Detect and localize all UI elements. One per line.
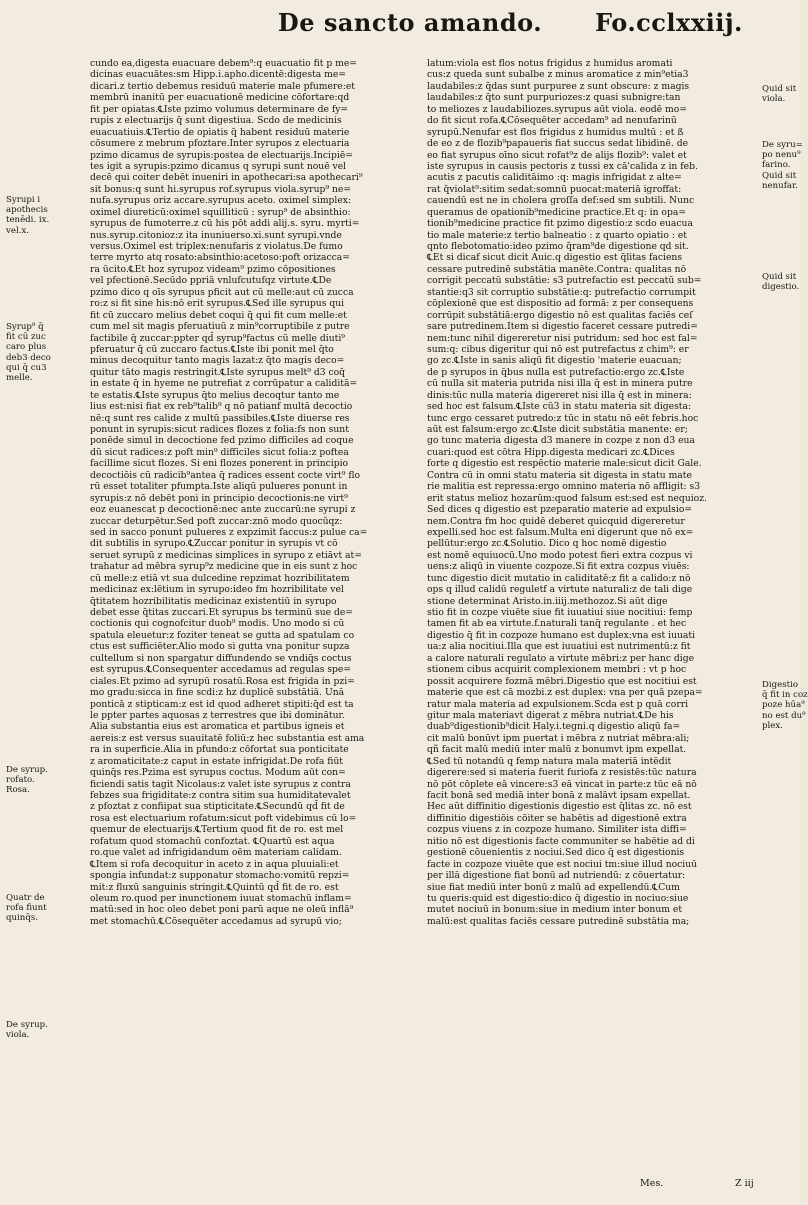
margin-note-line: viola.: [6, 1030, 30, 1041]
text-line: tio male materie:z tertio balneatio : z quarto opiatio : et: [427, 229, 687, 241]
text-line: facillime sicut flozes. Si eni flozes ponerent in principio: [90, 458, 349, 470]
text-line: aereis:z est versus suauitatē foliū:z hec substantia est ama: [90, 732, 365, 744]
text-line: ℄Sed tū notandū q femp natura mala materiā intēdit: [427, 755, 672, 767]
margin-note-line: q̄ fit in coz: [762, 690, 808, 701]
text-line: nem:tunc nihil digereretur nisi putridum: sed hoc est fal=: [427, 332, 698, 344]
text-line: syrupus de fumoterre.z cū his pōt addi alij.s. syru. myrti=: [90, 218, 360, 230]
text-line: gestionē cōuenientis z nociui.Sed dico q̄ est digestionis: [427, 847, 685, 859]
text-line: dicari.z tertio debemus residuū materie male pfumere:et: [90, 80, 355, 92]
text-line: est nomē equiuocū.Uno modo potest fieri extra cozpus vi: [427, 549, 693, 561]
text-line: materie que est cā mozbi.z est duplex: vna per quā pzepa=: [427, 687, 703, 699]
margin-note-right: [762, 140, 803, 191]
margin-note-line: De syrup.: [6, 1020, 48, 1030]
text-line: cū nulla sit materia putrida nisi illa q̄ est in minera putre: [427, 378, 693, 390]
text-line: per illā digestione fiat bonū ad nutriendū: z cōuertatur:: [427, 870, 686, 882]
text-line: possit acquirere fozmā mēbri.Digestio que est nocitiui est: [427, 675, 697, 687]
margin-note-line: rofato.: [6, 775, 35, 786]
text-line: stantie:q3 sit corruptio substātie:q: putrefactio corrumpit: [427, 286, 696, 298]
text-line: facte in cozpoze viuēte que est nociui tm:siue illud nociuū: [427, 858, 698, 870]
text-line: Sed dices q digestio est pzeparatio materie ad expulsio=: [427, 504, 693, 516]
margin-note-line: Digestio: [762, 680, 799, 690]
text-line: seruet syrupū z medicinas simplices in syrupo z etiāvt at=: [90, 549, 362, 561]
text-line: pzimo dico q oīs syrupus pficit aut cū melle:aut cū zucca: [90, 286, 354, 298]
text-line: lius est:nisi fiat ex reb⁹talib⁹ q nō patianf multā decoctio: [90, 401, 353, 413]
text-line: qnto flebotomatio:ideo pzimo q̄ram⁹de digestione qd sit.: [427, 241, 689, 252]
text-line: latum:viola est flos notus frigidus z humidus aromati: [427, 58, 673, 69]
text-line: quemur de electuarijs.℄Tertium quod fit de ro. est mel: [90, 824, 344, 836]
text-line: erit status melioz hozarūm:quod falsum est:sed est nequioz.: [427, 492, 707, 504]
text-line: dit subtilis in syrupo.℄Zuccar ponitur in syrupis vt cō: [90, 538, 338, 550]
text-line: acutis z pacutis caliditāimo :q: magis infrigidat z alte=: [427, 172, 682, 184]
margin-note-left: [6, 765, 88, 796]
folio-number: Fo.cclxxiij.: [595, 8, 743, 37]
margin-note-line: deb3 deco: [6, 352, 51, 363]
margin-note-line: Quatr de: [6, 893, 45, 903]
text-line: duab⁹digestionib⁹dicit Haly.i.tegni.q digestio aliqū fa=: [427, 721, 681, 733]
text-line: cōsumere z mebrum pfoztare.Inter syrupos z electuaria: [90, 138, 350, 150]
text-line: trahatur ad mēbra syrup⁹z medicine que in eis sunt z hoc: [90, 561, 358, 573]
text-line: digestio q̄ fit in cozpoze humano est duplex:vna est iuuati: [427, 629, 696, 641]
text-line: z pfoztat z confiipat sua stipticitate.℄Secundū qd̄ fit de: [90, 801, 345, 813]
text-line: pzimo dicamus de syrupis:postea de electuarijs.Incipiē=: [90, 149, 353, 161]
text-line: to meliozes z laudabiliozes.syrupus aūt viola. eodē mo=: [427, 103, 687, 115]
text-line: stio fit in cozpe viuēte siue fit iuuatiui siue nocitiui: femp: [427, 607, 693, 618]
text-line: z aromaticitate:z caput in estate infrigidat.De rofa fiūt: [90, 755, 343, 767]
margin-note-line: poze hūa⁹: [762, 700, 805, 711]
text-line: spongia infundat:z supponatur stomacho:vomitū repzi=: [90, 870, 350, 882]
text-line: uens:z aliqū in viuente cozpoze.Si fit extra cozpus viuēs:: [427, 561, 690, 573]
text-line: rofatum quod stomachū confoztat. ℄Quartū est aqua: [90, 835, 335, 847]
margin-note-line: melle.: [6, 373, 33, 384]
text-line: rie malitia est repressa:ergo omnino materia nō affligit: s3: [427, 481, 701, 493]
text-line: ponēde simul in decoctione fed pzimo difficiles ad coque: [90, 435, 354, 447]
margin-note-left: [6, 195, 88, 236]
margin-note-line: tenēdi. ix.: [6, 215, 50, 226]
text-line: malū:est qualitas faciēs cessare putredinē substātia ma;: [427, 915, 690, 927]
text-line: cundo ea,digesta euacuare debem⁹:q euacuatio fit p me=: [90, 58, 357, 69]
text-line: digerere:sed si materia fuerit furiofa z resistēs:tūc natura: [427, 767, 697, 779]
text-line: ficiendi satis tagit Nicolaus:z valet iste syrupus z contra: [90, 778, 351, 790]
text-line: fit per opiatas.℄Iste pzimo volumus determinare de fy=: [90, 103, 349, 115]
text-line: tunc ergo cessaret putredo:z tūc in statu nō eēt febris.hoc: [427, 412, 699, 424]
margin-note-line: caro plus: [6, 342, 47, 353]
text-line: ro.que valet ad infrigidandum oēm materiam calidam.: [90, 847, 342, 859]
text-line: debet esse q̄titas zuccari.Et syrupus bs terminū sue de=: [90, 607, 353, 618]
text-line: stionem cibus acquirit complexionem membri : vt p hoc: [427, 664, 687, 676]
margin-note-line: po nenu⁹: [762, 150, 801, 161]
page-header: [0, 0, 800, 50]
margin-note-line: Quid sit: [762, 84, 797, 94]
text-line: tu queris:quid est digestio:dico q̄ digestio in nociuo:siue: [427, 892, 689, 904]
text-line: siue fiat mediū inter bonū z malū ad expellendū.℄Cum: [427, 881, 680, 893]
text-line: terre myrto atq rosato:absinthio:acetoso:poft orizacca=: [90, 252, 350, 264]
text-line: rosa est electuarium rofatum:sicut poft videbimus cū lo=: [90, 812, 357, 824]
text-line: oximel diureticū:oximel squilliticū : syrup⁹ de absinthio:: [90, 206, 351, 218]
text-line: ua:z alia nocitiui.Illa que est iuuatiui est nutrimentū:z fit: [427, 641, 691, 653]
text-line: pellūtur:ergo zc.℄Solutio. Dico q hoc nomē digestio: [427, 538, 667, 550]
text-line: dicinas euacuātes:sm Hipp.i.apho.dicentē:digesta me=: [90, 69, 346, 81]
text-line: nē:q sunt res calide z multū passibiles.℄Iste diuerse res: [90, 412, 350, 424]
margin-note-line: Syrup⁹ q̄: [6, 322, 44, 332]
text-line: tes igit a syrupis:pzimo dicamus q syrupi sunt nouē vel: [90, 160, 347, 172]
text-line: cessare putredinē substātia manēte.Contra: qualitas nō: [427, 263, 687, 275]
margin-note-line: vel.x.: [6, 225, 29, 236]
margin-note-line: quinq̄s.: [6, 913, 38, 924]
text-line: de p syrupos in q̄bus nulla est putrefactio:ergo zc.℄Iste: [427, 366, 685, 378]
text-line: in estate q̄ in hyeme ne putrefiat z corrūpatur a caliditā=: [90, 378, 358, 390]
margin-note-line: Quid sit: [762, 272, 797, 282]
margin-note-line: digestio.: [762, 282, 800, 293]
margin-note-right: [762, 680, 808, 731]
text-line: laudabiles:z q̄to sunt purpuriozes:z quasi subnigre:tan: [427, 92, 681, 104]
text-line: medicinaz ex:lētium in syrupo:ideo fm hozribilitate vel: [90, 584, 344, 596]
text-line: ℄Item si rofa decoquitur in aceto z in aqua pluuiali:et: [90, 858, 339, 870]
text-line: nus.syrup.citonioz:z ita inuniuerso.xi.sunt syrupi.vnde: [90, 229, 342, 241]
text-line: decē qui coiter debēt inueniri in apothecari:sa apothecari⁹: [90, 172, 363, 184]
text-line: laudabiles:z q̄das sunt purpuree z sunt obscure: z magis: [427, 80, 690, 92]
margin-note-line: nenufar.: [762, 180, 798, 191]
text-line: ro:z si fit sine his:nō erit syrupus.℄Sed ille syrupus qui: [90, 298, 345, 310]
margin-note-line: Rosa.: [6, 785, 30, 796]
left-text-column: [90, 58, 420, 927]
text-line: tunc digestio dicit mutatio in caliditatē:z fit a calido:z nō: [427, 572, 691, 584]
text-line: ops q illud calidū reguletf a virtute naturali:z de tali dige: [427, 584, 693, 596]
text-line: ℄Et si dicaf sicut dicit Auic.q digestio est q̄litas faciens: [427, 252, 683, 264]
text-line: ctus est sufficiēter.Alio modo si gutta vna ponitur supza: [90, 641, 350, 653]
text-line: met stomachū.℄Cōsequēter accedamus ad syrupū vio;: [90, 915, 342, 927]
text-line: q̄titatem hozribilitatis medicinaz existentiū in syrupo: [90, 595, 337, 607]
text-line: iste syrupus in causis pectoris z tussi ex cā'calida z in feb.: [427, 160, 698, 172]
text-line: mutet nociuū in bonum:siue in medium inter bonum et: [427, 904, 683, 916]
margin-note-line: apothecis: [6, 205, 48, 216]
text-line: a calore naturali regulato a virtute mēbri:z per hanc dige: [427, 652, 695, 664]
margin-note-line: De syrup.: [6, 765, 48, 775]
text-line: ponunt in syrupis:sicut radices flozes z folia:fs non sunt: [90, 424, 349, 435]
margin-note-line: Syrupi i: [6, 195, 41, 205]
text-line: diffinitio digestiōis cōiter se habētis ad digestionē extra: [427, 812, 687, 824]
text-line: eo fiat syrupus oīno sicut rofat⁹z de alijs flozib⁹: valet et: [427, 149, 687, 161]
text-line: mit:z fluxū sanguinis stringit.℄Quintū qd̄ fit de ro. est: [90, 881, 339, 893]
text-line: eoz euanescat p decoctionē:nec ante zuccarū:ne syrupi z: [90, 504, 356, 516]
margin-note-line: plex.: [762, 720, 783, 731]
margin-note-line: fit cū zuc: [6, 332, 46, 343]
text-line: cultellum si non spargatur diffundendo se vndiq̄s coctus: [90, 652, 352, 664]
text-line: de eo z de flozib⁹papaueris fiat succus sedat libidinē. de: [427, 138, 689, 150]
text-line: go tunc materia digesta d3 manere in cozpe z non d3 eua: [427, 435, 695, 447]
text-line: rū esset totaliter pfumpta.Iste aliqū pulueres ponunt in: [90, 481, 348, 493]
margin-note-left: [6, 893, 88, 924]
text-line: minus decoquitur tanto magis lazat:z q̄to magis deco=: [90, 355, 345, 367]
text-line: oleum ro.quod per inunctionem iuuat stomachū inflam=: [90, 892, 352, 904]
text-line: cōplexionē que est dispositio ad formā: z per consequens: [427, 298, 694, 310]
text-line: rupis z electuarijs q̄ sunt digestiua. Scdo de medicinis: [90, 115, 342, 127]
text-line: est syrupus.℄Consequenter accedamus ad regulas spe=: [90, 664, 352, 676]
text-line: nem.Contra fm hoc quidē deberet quicquid digereretur: [427, 515, 685, 527]
running-title: De sancto amando.: [277, 8, 543, 37]
text-line: syrupū.Nenufar est flos frigidus z humidus multū : et ß: [427, 126, 684, 138]
text-line: qñ facit malū mediū inter malū z bonumvt ipm expellat.: [427, 744, 687, 756]
text-line: cuari:quod est cōtra Hipp.digesta medicari zc.℄Dices: [427, 446, 675, 458]
text-line: versus.Oximel est triplex:nenufaris z violatus.De fumo: [90, 241, 343, 252]
text-line: corrūpit substātiā:ergo digestio nō est qualitas faciēs ceſ: [427, 309, 693, 321]
text-line: sit bonus:q sunt hi.syrupus rof.syrupus viola.syrup⁹ ne=: [90, 183, 352, 195]
text-line: Alia substantia eius est aromatica et partibus igneis et: [90, 721, 345, 733]
text-line: nō pōt cōplete eā vincere:s3 eā vincat in parte:z tūc eā nō: [427, 778, 697, 790]
text-line: corrigit peccatū substātie: s3 putrefactio est peccatū sub=: [427, 275, 702, 287]
text-line: vel pfectionē.Secūdo ppriā vnlufcutufqz virtute.℄De: [90, 275, 332, 287]
text-line: expelli.sed hoc est falsum.Multa eni digerunt que nō ex=: [427, 526, 694, 538]
margin-note-line: viola.: [762, 94, 786, 105]
margin-note-line: rofa fiunt: [6, 903, 47, 914]
text-line: tamen fit ab ea virtute.f.naturali tanq̄ regulante . et hec: [427, 618, 687, 630]
signature-mark: Z iij: [735, 1178, 754, 1189]
text-line: ponticā z stipticam:z est id quod adheret stipiti:q̄d est ta: [90, 698, 354, 710]
text-line: factibile q̄ zuccar:ppter qd̄ syrup⁹factus cū melle diuti⁹: [90, 332, 345, 344]
text-line: cum mel sit magis pferuatiuū z min⁹corruptibile z putre: [90, 321, 350, 333]
text-line: cit malū bonūvt ipm puertat i mēbra z nutriat mēbra:ali;: [427, 732, 690, 744]
text-line: dinis:tūc nulla materia digereret nisi illa q̄ est in minera:: [427, 389, 692, 401]
text-line: quinq̄s res.Pzima est syrupus coctus. Modum aūt con=: [90, 767, 346, 779]
margin-note-right: [762, 272, 800, 292]
margin-note-line: no est du⁹: [762, 710, 806, 721]
text-line: spatula eleuetur:z foziter teneat se gutta ad spatulam co: [90, 629, 355, 641]
margin-note-line: farino.: [762, 160, 791, 171]
text-line: sare putredinem.Item si digestio faceret cessare putredi=: [427, 321, 698, 333]
text-line: cozpus viuens z in cozpoze humano. Similiter ista diffi=: [427, 824, 687, 836]
text-line: euacuatiuis.℄Tertio de opiatis q̄ habent residuū materie: [90, 126, 350, 138]
text-line: ra in superficie.Alia in pfundo:z cōfortat sua ponticitate: [90, 744, 349, 756]
text-line: syrupis:z nō debēt poni in principio decoctionis:ne virt⁹: [90, 492, 348, 504]
text-line: matū:sed in hoc oleo debet poni parū aque ne oleū inflā⁹: [90, 904, 354, 916]
text-line: dū sicut radices:z poft min⁹ difficiles sicut folia:z poftea: [90, 446, 349, 458]
text-line: rat q̄violat⁹:sitim sedat:somnū puocat:materiā igroffat:: [427, 183, 682, 195]
text-line: Contra cū in omni statu materia sit digesta in statu mate: [427, 469, 692, 481]
text-line: nufa.syrupus oriz accare.syrupus aceto. oximel simplex:: [90, 195, 352, 207]
margin-note-line: De syru=: [762, 140, 803, 150]
margin-note-line: qui q̄ cu3: [6, 362, 47, 373]
text-line: ciales.Et pzimo ad syrupū rosatū.Rosa est frigida in pzi=: [90, 675, 355, 687]
text-line: stione determinat Aristo.in.iiij.methozoz.Si aūt dige: [427, 595, 668, 607]
text-line: sum:q: cibus digeritur qui nō est putrefactus z chim⁹: er: [427, 343, 689, 355]
catchword: Mes.: [640, 1178, 664, 1189]
text-line: le ppter partes aquosas z terrestres que ibi dominātur.: [90, 709, 345, 721]
text-line: queramus de opationib⁹medicine practice.Et q: in opa=: [427, 206, 687, 218]
text-line: tionib⁹medicine practice fit pzimo digestio:z scdo euacua: [427, 218, 693, 230]
text-line: sed in sacco ponunt pulueres z expzimit faccus:z pulue ca=: [90, 526, 368, 538]
margin-note-right: [762, 84, 800, 104]
text-line: cus:z queda sunt subalbe z minus aromatice z min⁹etia3: [427, 69, 689, 81]
text-line: Hec aūt diffinitio digestionis digestio est q̄litas zc. nō est: [427, 801, 692, 813]
text-line: ratur mala materia ad expulsionem.Scda est p quā corri: [427, 698, 689, 710]
text-line: febzes sua frigiditate:z contra sitim sua humiditatevalet: [90, 790, 351, 801]
margin-note-left: [6, 322, 88, 383]
text-line: coctionis qui cognofcitur duob⁹ modis. Uno modo si cū: [90, 618, 345, 630]
text-line: zuccar deturpētur.Sed poft zuccar:znō modo quocūqz:: [90, 515, 343, 527]
text-line: fit cū zuccaro melius debet coqui q̄ qui fit cum melle:et: [90, 309, 347, 321]
text-line: sed hoc est falsum.℄Iste cū3 in statu materia sit digesta:: [427, 401, 692, 413]
right-text-column: [427, 58, 757, 927]
text-line: cū melle:z etiā vt sua dulcedine repzimat hozribilitatem: [90, 572, 350, 584]
text-line: quitur tāto magis restringit.℄Iste syrupus melt⁹ d3 coq̄: [90, 366, 346, 378]
text-line: cauendū est ne in cholera groſſa def:sed sm subtili. Nunc: [427, 195, 695, 207]
text-line: decoctiōis cū radicib⁹antea q̄ radices essent cocte virt⁹ flo: [90, 469, 361, 481]
text-line: forte q digestio est respēctio materie male:sicut dicit Gale.: [427, 458, 702, 470]
text-line: pferuatur q̄ cū zuccaro factus.℄Iste ibi ponit mel q̄to: [90, 343, 334, 355]
text-line: ra ūcito.℄Et hoz syrupoz videam⁹ pzimo cōpositiones: [90, 263, 336, 275]
text-line: aūt est falsum:ergo zc.℄Iste dicit substātia manente: er;: [427, 424, 688, 435]
text-line: facit bonā sed mediā inter bonā z malāvt ipsam expellat.: [427, 790, 691, 801]
margin-note-left: [6, 1020, 88, 1040]
text-line: mo gradu:sicca in fine scdi:z hz duplicē substātiā. Unā: [90, 687, 345, 699]
text-line: membrū inanitū per euacuationē medicine cōfortare:qd: [90, 92, 350, 104]
text-line: go zc.℄Iste in sanis aliqū fit digestio 'materie euacuan;: [427, 355, 682, 367]
text-line: gitur mala materiavt digerat z mēbra nutriat.℄De his: [427, 709, 674, 721]
text-line: te estatis.℄Iste syrupus q̄to melius decoqtur tanto me: [90, 389, 340, 401]
margin-note-line: Quid sit: [762, 170, 797, 181]
text-line: nitio nō est digestionis facte communiter se habētie ad di: [427, 835, 695, 847]
text-line: do fit sicut rofa.℄Cōsequēter accedam⁹ ad nenufarinū: [427, 115, 677, 127]
